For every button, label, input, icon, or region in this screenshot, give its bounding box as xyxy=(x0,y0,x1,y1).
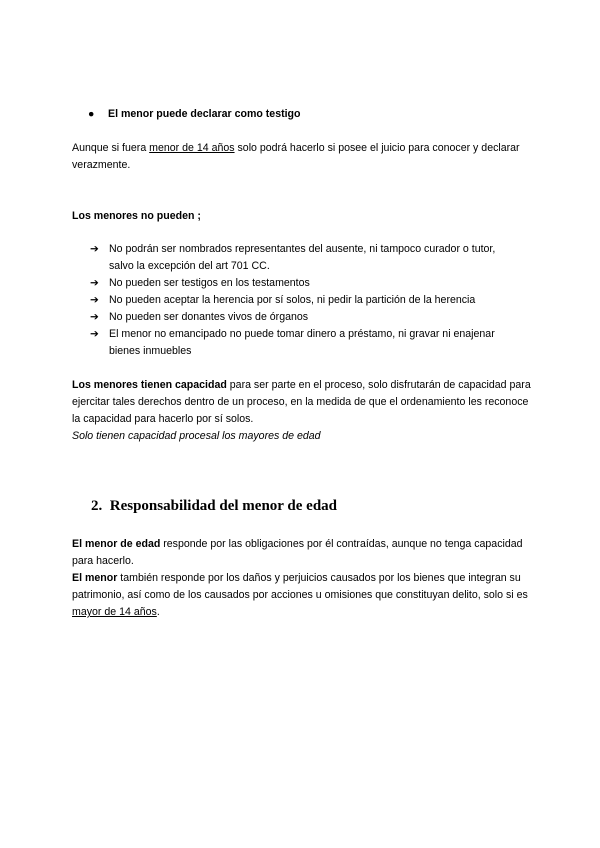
list-item-text: No pueden ser donantes vivos de órganos xyxy=(109,311,309,323)
responsibility-section xyxy=(72,536,532,621)
paragraph-witness xyxy=(72,140,532,174)
capacity-bold: Los menores tienen capacidad xyxy=(72,379,227,391)
minors-heading: Los menores no pueden ; xyxy=(72,210,201,222)
paragraph-witness-text-end: solo podrá hacerlo si posee el juicio para conocer y declarar verazmente. xyxy=(72,142,520,171)
section-title: Responsabilidad del menor de edad xyxy=(109,498,338,514)
capacity-text xyxy=(72,377,532,428)
responsibility-paragraph-1 xyxy=(72,536,532,570)
resp1-rest: responde por las obligaciones por él contraídas, aunque no tenga capacidad para hacerlo. xyxy=(72,538,523,567)
paragraph-witness-text: Aunque si fuera xyxy=(72,142,150,154)
underlined-phrase-2: mayor de 14 años xyxy=(72,606,157,618)
section-number: 2. xyxy=(91,498,103,514)
bullet-item-text: El menor puede declarar como testigo xyxy=(108,108,301,120)
list-item-text: No podrán ser nombrados representantes del ausente, ni tampoco curador o tutor, salvo la excepción del art 701 CC. xyxy=(109,243,496,272)
arrow-icon: ➔ xyxy=(90,294,99,306)
resp1-bold: El menor de edad xyxy=(72,538,161,550)
responsibility-paragraph-2 xyxy=(72,570,532,621)
list-item-text: El menor no emancipado no puede tomar dinero a préstamo, ni gravar ni enajenar bienes inmuebles xyxy=(109,328,495,357)
resp2-rest: también responde por los daños y perjuicios causados por los bienes que integran su patrimonio, así como de los causados por acciones u omisiones que constituyan delito, solo si es xyxy=(72,572,528,601)
list-item-text: No pueden ser testigos en los testamentos xyxy=(109,277,310,289)
arrow-icon: ➔ xyxy=(90,243,99,255)
arrow-icon: ➔ xyxy=(90,311,99,323)
resp2-bold: El menor xyxy=(72,572,118,584)
section-heading xyxy=(91,496,337,516)
list-item xyxy=(90,326,520,360)
resp2-end: . xyxy=(156,606,160,618)
underlined-phrase: menor de 14 años xyxy=(149,142,235,154)
list-item xyxy=(90,275,520,292)
bullet-dot-icon: ● xyxy=(88,108,95,120)
capacity-rest: para ser parte en el proceso, solo disfrutarán de capacidad para ejercitar tales derechos dentro de un proceso, en la medida de que el ordenamiento les reconoce la capacidad para hacerlo por sí solos. xyxy=(72,379,531,425)
bullet-item xyxy=(88,106,528,123)
list-item xyxy=(90,241,520,275)
arrow-icon: ➔ xyxy=(90,328,99,340)
list-item xyxy=(90,292,520,309)
capacity-italic-note: Solo tienen capacidad procesal los mayores de edad xyxy=(72,430,321,442)
capacity-paragraph xyxy=(72,377,532,445)
arrow-icon: ➔ xyxy=(90,277,99,289)
restrictions-list xyxy=(90,241,520,360)
list-item xyxy=(90,309,520,326)
list-item-text: No pueden aceptar la herencia por sí solos, ni pedir la partición de la herencia xyxy=(109,294,476,306)
